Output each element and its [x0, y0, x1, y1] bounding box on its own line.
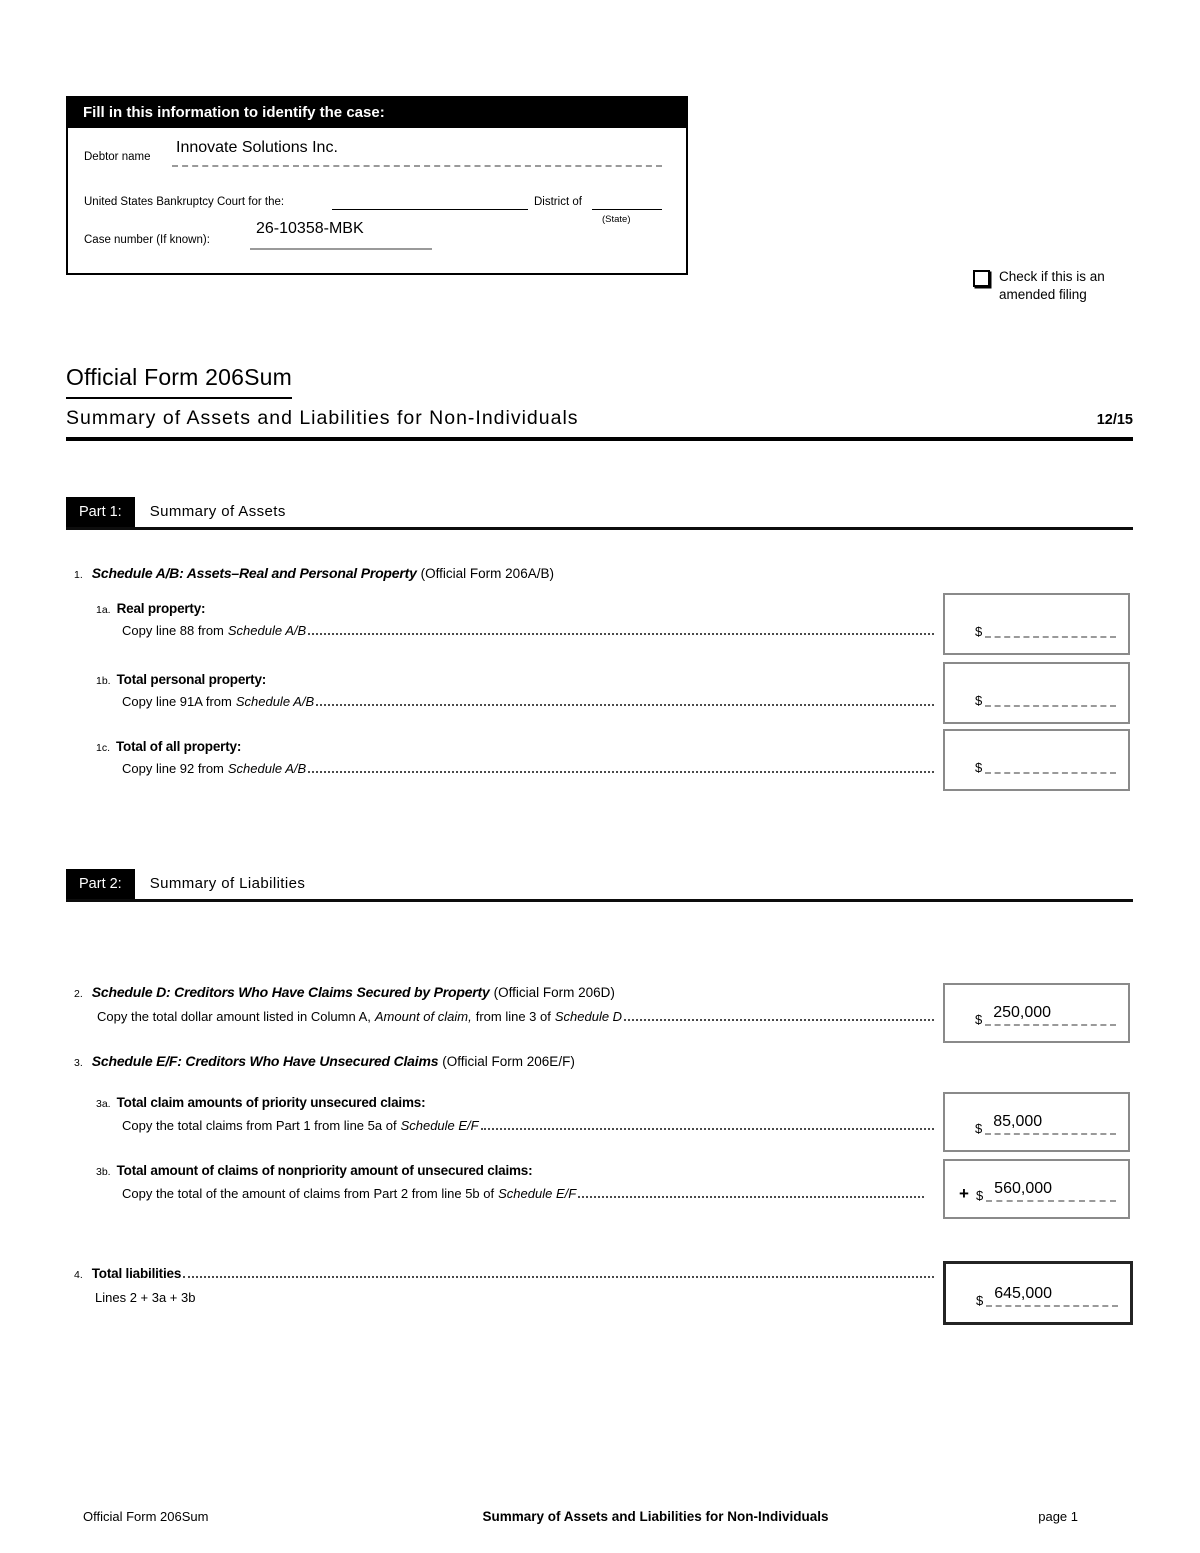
part2-header-bar — [66, 869, 1133, 902]
item4-label-row — [74, 1266, 935, 1281]
footer-page-number: page 1 — [1038, 1509, 1078, 1524]
item3-schedule-name: Schedule E/F: Creditors Who Have Unsecured Claims — [91, 1053, 439, 1069]
page-footer — [66, 1509, 1133, 1524]
item3b-number: 3b. — [96, 1166, 111, 1178]
dotted-leader — [624, 1019, 934, 1021]
identification-box-header: Fill in this information to identify the case: — [68, 98, 686, 128]
footer-form-title: Summary of Assets and Liabilities for Non-Individuals — [482, 1509, 829, 1524]
part1-tag: Part 1: — [66, 497, 135, 527]
item4-amount-box[interactable] — [943, 1261, 1133, 1325]
dotted-leader — [316, 704, 934, 706]
dotted-leader — [183, 1276, 934, 1278]
item1a-copy-italic: Schedule A/B — [227, 623, 307, 638]
item1c-amount-line[interactable] — [985, 749, 1116, 774]
item1b-amount-box[interactable] — [943, 662, 1130, 724]
item1a-copy-line — [122, 623, 935, 638]
item4-sub-label: Lines 2 + 3a + 3b — [95, 1290, 196, 1305]
case-number-field-line[interactable] — [250, 248, 432, 250]
item1a-amount-box[interactable] — [943, 593, 1130, 655]
item1a-number: 1a. — [96, 604, 111, 616]
item2-amount-value[interactable]: 250,000 — [993, 1004, 1052, 1021]
item3a-amount-box[interactable] — [943, 1092, 1130, 1152]
amended-filing-label: Check if this is an amended filing — [999, 269, 1105, 303]
item2-number: 2. — [74, 988, 83, 1000]
part2-tag: Part 2: — [66, 869, 135, 899]
item3-form-ref: (Official Form 206E/F) — [442, 1054, 575, 1069]
item4-amount-line[interactable] — [986, 1285, 1118, 1307]
item1b-number: 1b. — [96, 675, 111, 687]
item1-schedule-name: Schedule A/B: Assets–Real and Personal Property — [91, 565, 417, 581]
item3b-amount-line[interactable] — [986, 1180, 1116, 1202]
dotted-leader — [308, 771, 934, 773]
item3b-copy-italic: Schedule E/F — [498, 1186, 577, 1201]
amended-filing-check — [973, 268, 1149, 304]
item4-label: Total liabilities — [91, 1266, 182, 1281]
item2-schedule-name: Schedule D: Creditors Who Have Claims Secured by Property — [91, 984, 490, 1000]
item1a-label-row — [96, 601, 205, 616]
item1b-copy-italic: Schedule A/B — [235, 694, 315, 709]
item3b-copy-line — [122, 1186, 925, 1201]
item3a-copy-italic: Schedule E/F — [400, 1118, 479, 1133]
item3a-amount-line[interactable] — [985, 1113, 1116, 1135]
dollar-sign: $ — [976, 1293, 984, 1308]
case-identification-box — [66, 96, 688, 275]
item2-heading — [74, 984, 615, 1000]
item1a-label: Real property: — [116, 601, 206, 616]
item2-copy-italic2: Schedule D — [554, 1009, 623, 1024]
debtor-name-field-line[interactable] — [172, 165, 662, 167]
item2-copy-text1: Copy the total dollar amount listed in Column A, — [97, 1009, 371, 1024]
item3a-amount-value[interactable]: 85,000 — [993, 1113, 1043, 1130]
item2-copy-line — [97, 1009, 935, 1024]
title-rule — [66, 437, 1133, 441]
part1-title: Summary of Assets — [149, 503, 286, 520]
part1-header-bar — [66, 497, 1133, 530]
item1-form-ref: (Official Form 206A/B) — [420, 566, 554, 581]
case-number-label: Case number (If known): — [84, 234, 210, 246]
item3b-amount-value[interactable]: 560,000 — [994, 1180, 1053, 1197]
dotted-leader — [578, 1196, 924, 1198]
item1b-copy-text: Copy line 91A from — [122, 694, 232, 709]
item2-copy-italic1: Amount of claim, — [374, 1009, 472, 1024]
item2-amount-box[interactable] — [943, 983, 1130, 1043]
item3a-number: 3a. — [96, 1098, 111, 1110]
part2-title: Summary of Liabilities — [149, 875, 306, 892]
item3a-copy-text: Copy the total claims from Part 1 from line 5a of — [122, 1118, 397, 1133]
item1c-label-row — [96, 739, 241, 754]
item2-form-ref: (Official Form 206D) — [493, 985, 615, 1000]
item3a-label-row — [96, 1095, 425, 1110]
item1c-label: Total of all property: — [116, 739, 242, 754]
item3b-copy-text: Copy the total of the amount of claims from Part 2 from line 5b of — [122, 1186, 495, 1201]
item3b-label: Total amount of claims of nonpriority amount of unsecured claims: — [116, 1163, 533, 1178]
item3a-label: Total claim amounts of priority unsecured claims: — [116, 1095, 426, 1110]
form-title-row — [66, 407, 1133, 430]
district-label: District of — [534, 196, 582, 208]
dotted-leader — [308, 633, 934, 635]
dollar-sign: $ — [975, 624, 983, 639]
item1c-copy-italic: Schedule A/B — [227, 761, 307, 776]
item2-copy-text2: from line 3 of — [475, 1009, 551, 1024]
amended-filing-checkbox-icon[interactable] — [973, 270, 990, 287]
dotted-leader — [481, 1128, 934, 1130]
item4-number: 4. — [74, 1269, 83, 1281]
item3b-amount-box[interactable] — [943, 1159, 1130, 1219]
form-title: Summary of Assets and Liabilities for Non-Individuals — [66, 407, 579, 429]
item1c-number: 1c. — [96, 742, 111, 754]
footer-form-name: Official Form 206Sum — [83, 1509, 209, 1524]
plus-sign: + — [959, 1184, 969, 1203]
item3-number: 3. — [74, 1057, 83, 1069]
item1-number: 1. — [74, 569, 83, 581]
item1b-label: Total personal property: — [116, 672, 267, 687]
dollar-sign: $ — [975, 1188, 984, 1203]
debtor-name-value[interactable]: Innovate Solutions Inc. — [176, 139, 338, 156]
form-revision-date: 12/15 — [1096, 412, 1133, 428]
item3b-label-row — [96, 1163, 532, 1178]
item1-heading — [74, 565, 554, 581]
item1b-copy-line — [122, 694, 935, 709]
item1b-amount-line[interactable] — [985, 682, 1116, 707]
dollar-sign: $ — [975, 760, 983, 775]
court-label: United States Bankruptcy Court for the: — [84, 196, 285, 208]
item1b-label-row — [96, 672, 266, 687]
dollar-sign: $ — [975, 1012, 983, 1027]
item1c-copy-line — [122, 761, 935, 776]
item3-heading — [74, 1053, 575, 1069]
form-number-title: Official Form 206Sum — [66, 364, 292, 399]
court-field-line[interactable] — [332, 209, 528, 210]
item1a-amount-line[interactable] — [985, 613, 1116, 638]
debtor-name-label: Debtor name — [84, 151, 151, 163]
item1a-copy-text: Copy line 88 from — [122, 623, 224, 638]
dollar-sign: $ — [975, 1121, 983, 1136]
dollar-sign: $ — [975, 693, 983, 708]
item3a-copy-line — [122, 1118, 935, 1133]
state-hint: (State) — [602, 214, 631, 225]
item1c-copy-text: Copy line 92 from — [122, 761, 224, 776]
district-field-line[interactable] — [592, 209, 662, 210]
item4-amount-value[interactable]: 645,000 — [994, 1285, 1053, 1302]
item1c-amount-box[interactable] — [943, 729, 1130, 791]
case-number-value[interactable]: 26-10358-MBK — [256, 220, 364, 237]
item2-amount-line[interactable] — [985, 1004, 1116, 1026]
